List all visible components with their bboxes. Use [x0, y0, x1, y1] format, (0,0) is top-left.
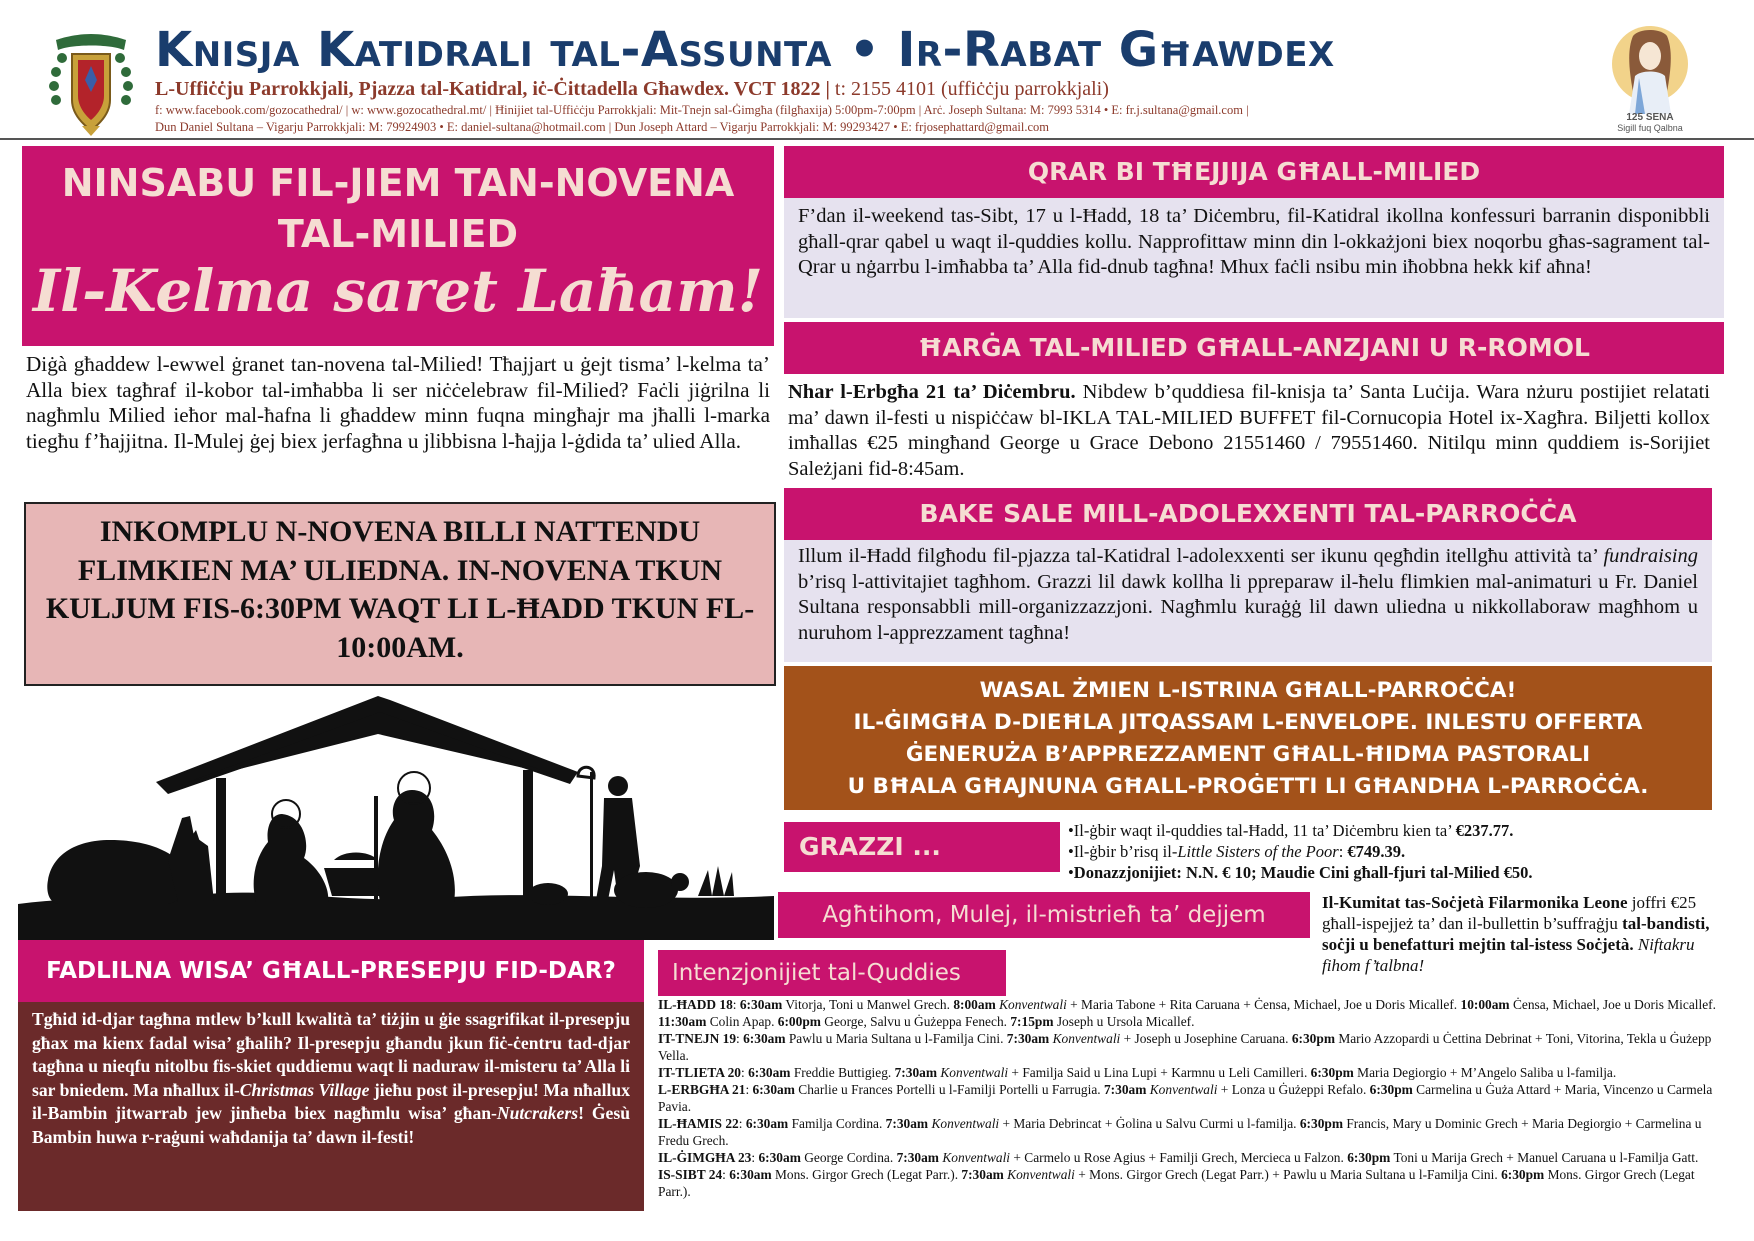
grazzi-item-amount: €749.39.: [1347, 842, 1406, 861]
mass-intention-text: Francis, Mary u Dominic Grech + Maria Degiorgio + Carmelina u Fredu Grech.: [658, 1116, 1702, 1148]
mass-konventwali: Konventwali: [940, 1065, 1009, 1080]
presepju-text-part: ! Ġesù Bambin huwa r-raġuni waħdanija ta’ dawn il-festi!: [32, 1103, 630, 1147]
presepju-heading: FADLILNA WISA’ GĦALL-PRESEPJU FID-DAR?: [18, 940, 644, 1002]
list-item: [1068, 862, 1708, 883]
harga-body: Nibdew b’quddiesa fil-knisja ta’ Santa Luċija. Wara nżuru postijiet relatati ma’ dawn il-festi u nispiċċaw bl-IKLA TAL-MILIED BUFFET fil-Cornucopia Hotel ix-Xagħra. Biljetti kollox imħallas €25 mingħand George u Grace Debono 21551460 / 79551460. Nitilqu minn quddiem is-Sorijiet Sależjani fid-8:45am.: [788, 381, 1710, 480]
mass-konventwali: Konventwali: [999, 997, 1067, 1012]
mass-time: 10:00am: [1460, 997, 1510, 1012]
office-phone: t: 2155 4101 (uffiċċju parrokkjali): [834, 78, 1109, 100]
mass-intention-text: + Mons. Girgor Grech (Legat Parr.) + Pawlu u Maria Sultana u l-Familja Cini.: [1074, 1167, 1502, 1182]
mass-time: 7:30am: [894, 1065, 938, 1080]
mass-konventwali: Konventwali: [1007, 1167, 1075, 1182]
mass-intention-text: + Maria Debrincat + Ġolina u Salvu Curmi u l-familja.: [999, 1116, 1300, 1131]
mass-intention-text: + Familja Said u Lina Lupi + Karmnu u Leli Camilleri.: [1008, 1065, 1311, 1080]
novena-heading: NINSABU FIL-JIEM TAN-NOVENA TAL-MILIED: [61, 161, 735, 256]
bake-sale-text: [798, 544, 1698, 658]
presepju-italic: Christmas Village: [239, 1079, 370, 1100]
mass-intention-text: Ċensa, Michael, Joe u Doris Micallef.: [1509, 997, 1716, 1012]
contact-line-2: Dun Daniel Sultana – Vigarju Parrokkjali: M: 79924903 • E: daniel-sultana@hotmail.com | Dun Joseph Attard – Vigarju Parrokkjali: M: 99293427 • E: frjosephattard@gmail.com: [155, 120, 1049, 134]
mass-day-row: IL-ĦAMIS 22: 6:30am Familja Cordina. 7:30am Konventwali + Maria Debrincat + Ġolina u Salvu Curmi u l-familja. 6:30pm Francis, Mary u Dominic Grech + Maria Degiorgio + Carmelina u Fredu Grech.: [658, 1116, 1702, 1148]
mass-time: 6:30am: [745, 1116, 789, 1131]
kumitat-lead: Il-Kumitat tas-Soċjetà Filarmonika Leone: [1322, 893, 1628, 912]
mass-intention-text: Toni u Marija Grech + Manuel Caruana u l-Familja Gatt.: [1390, 1150, 1699, 1165]
harga-heading: ĦARĠA TAL-MILIED GĦALL-ANZJANI U R-ROMOL: [784, 322, 1724, 374]
cathedral-crest-icon: [42, 30, 140, 138]
mass-time: 8:00am: [953, 997, 996, 1012]
grazzi-heading: GRAZZI ...: [784, 822, 1060, 872]
office-address-text: L-Uffiċċju Parrokkjali, Pjazza tal-Katidral, iċ-Ċittadella Għawdex. VCT 1822 |: [155, 78, 835, 100]
qrar-heading: QRAR BI TĦEJJIJA GĦALL-MILIED: [784, 146, 1724, 198]
mass-time: 6:30am: [748, 1065, 791, 1080]
mass-intention-text: Maria Degiorgio + M’Angelo Saliba u l-familja.: [1353, 1065, 1617, 1080]
mass-konventwali: Konventwali: [1149, 1082, 1218, 1097]
mass-intention-text: Carmelina u Ġuża Attard + Maria, Vincenzo u Carmela Pavia.: [658, 1082, 1713, 1114]
mass-day-row: IL-ĦADD 18: 6:30am Vitorja, Toni u Manwel Grech. 8:00am Konventwali + Maria Tabone + Rita Caruana + Ċensa, Michael, Joe u Doris Micallef. 10:00am Ċensa, Michael, Joe u Doris Micallef. 11:30am Colin Apap. 6:00pm George, Salvu u Ġużeppa Fenech. 7:15pm Joseph u Ursola Micallef.: [658, 997, 1716, 1029]
list-item: [1068, 820, 1708, 841]
mass-intention-text: Mario Azzopardi u Ċettina Debrinat + Toni, Vitorina, Tekla u Ġużepp Vella.: [658, 1031, 1712, 1063]
mass-day-label: IL-ĦADD 18: [658, 997, 733, 1012]
grazzi-item-amount: €237.77.: [1455, 821, 1514, 840]
mass-time: 6:30pm: [1299, 1116, 1343, 1131]
contact-line-1: f: www.facebook.com/gozocathedral/ | w: www.gozocathedral.mt/ | Ħinijiet tal-Uffiċċju Parrokkjali: Mit-Tnejn sal-Ġimgħa (filgħaxija) 5:00pm-7:00pm | Arċ. Joseph Sultana: M: 7993 5314 • E: fr.j.sultana@gmail.com |: [155, 103, 1249, 117]
mass-intention-text: Joseph u Ursola Micallef.: [1053, 1014, 1195, 1029]
aghtihom-heading: Agħtihom, Mulej, il-mistrieħ ta’ dejjem: [778, 892, 1310, 938]
mass-day-label: IT-TNEJN 19: [658, 1031, 737, 1046]
presepju-text: [32, 1008, 630, 1208]
istrina-line: WASAL ŻMIEN L-ISTRINA GĦALL-PARROĊĊA!: [979, 678, 1517, 703]
header-divider: [0, 138, 1754, 140]
bake-sale-italic: fundraising: [1603, 545, 1698, 567]
bake-sale-heading: BAKE SALE MILL-ADOLEXXENTI TAL-PARROĊĊA: [784, 488, 1712, 540]
kumitat-note: [1322, 892, 1710, 992]
qrar-text: F’dan il-weekend tas-Sibt, 17 u l-Ħadd, 18 ta’ Diċembru, fil-Katidral ikollna konfessuri barranin disponibbli għall-qrar qabel u waqt il-quddies kollu. Napprofittaw minn din l-okkażjoni biex noqorbu għas-sagrament tal-Qrar u nġarrbu l-imħabba ta’ Alla fid-dnub tagħna! Mhux faċli nsibu min iħobbna hekk kif aħna!: [798, 205, 1710, 278]
page-title: Knisja Katidrali tal-Assunta • Ir-Rabat Għawdex: [155, 22, 1335, 78]
mass-konventwali: Konventwali: [942, 1150, 1011, 1165]
mass-intention-text: George, Salvu u Ġużeppa Fenech.: [820, 1014, 1011, 1029]
mass-day-label: L-ERBGĦA 21: [658, 1082, 746, 1097]
novena-notice: INKOMPLU N-NOVENA BILLI NATTENDU FLIMKIEN MA’ ULIEDNA. IN-NOVENA TKUN KULJUM FIS-6:30PM WAQT LI L-ĦADD TKUN FL-10:00AM.: [24, 502, 776, 686]
bake-sale-text-part: b’risq l-attivitajiet tagħhom. Grazzi lil dawk kollha li ppreparaw il-ħelu flimkien mal-animaturi u Fr. Daniel Sultana responsabbli mill-organizzazzjoni. Nagħmlu kuraġġ lil dawn uliedna u nikkollaboraw magħhom u nuruhom l-apprezzament tagħna!: [798, 570, 1698, 644]
istrina-line: U BĦALA GĦAJNUNA GĦALL-PROĠETTI LI GĦANDHA L-PARROĊĊA.: [847, 774, 1649, 799]
intenzjonijiet-heading: Intenzjonijiet tal-Quddies: [658, 950, 1006, 996]
mass-time: 6:30am: [743, 1031, 786, 1046]
kumitat-mid: joffri €25 għall-ispejjeż ta’ dan il-bullettin b’suffraġju: [1322, 893, 1697, 933]
bake-sale-text-part: Illum il-Ħadd filgħodu fil-pjazza tal-Katidral l-adolexxenti ser ikunu qegħdin itellgħu attività ta’: [798, 545, 1604, 567]
mass-time: 6:30am: [729, 1167, 772, 1182]
mass-intention-text: Charlie u Frances Portelli u l-Familji Portelli u Farrugia.: [794, 1082, 1104, 1097]
mass-day-row: IS-SIBT 24: 6:30am Mons. Girgor Grech (Legat Parr.). 7:30am Konventwali + Mons. Girgor Grech (Legat Parr.) + Pawlu u Maria Sultana u l-Familja Cini. 6:30pm Mons. Girgor Grech (Legat Parr.).: [658, 1167, 1695, 1199]
istrina-line: ĠENERUŻA B’APPREZZAMENT GĦALL-ĦIDMA PASTORALI: [905, 742, 1591, 767]
mass-time: 7:30am: [1103, 1082, 1147, 1097]
mass-time: 6:30pm: [1369, 1082, 1413, 1097]
mass-konventwali: Konventwali: [1052, 1031, 1121, 1046]
mass-day-label: IL-ĠIMGĦA 23: [658, 1150, 752, 1165]
mass-day-row: IL-ĠIMGĦA 23: 6:30am George Cordina. 7:30am Konventwali + Carmelo u Rose Agius + Familji Grech, Mercieca u Falzon. 6:30pm Toni u Marija Grech + Manuel Caruana u l-Familja Gatt.: [658, 1150, 1699, 1165]
presepju-text-part: Tgħid id-djar tagħna mtlew b’kull kwalità ta’ tiżjin u ġie ssagrifikat il-presepju għax ma kienx fadal wisa’ għalih? Il-presepju għandu jkun fiċ-ċentru tad-djar tagħna u nieqfu nitolbu fis-skiet quddiemu waqt li naduraw il-misteru ta’ Alla li sar bniedem. Ma nħallux il-: [32, 1009, 630, 1100]
kumitat-bold: tal-bandisti, soċji u benefatturi mejtin tal-istess Soċjetà.: [1322, 914, 1710, 954]
grazzi-item-text: Il-ġbir waqt il-quddies tal-Ħadd, 11 ta’ Diċembru kien ta’: [1073, 821, 1456, 840]
mass-time: 6:30am: [752, 1082, 795, 1097]
mass-time: 7:30am: [961, 1167, 1004, 1182]
mass-day-label: IT-TLIETA 20: [658, 1065, 741, 1080]
grazzi-item-donations: Donazzjonijiet: N.N. € 10; Maudie Cini għall-fjuri tal-Milied €50.: [1073, 863, 1533, 882]
novena-text: Diġà għaddew l-ewwel ġranet tan-novena tal-Milied! Tħajjart u ġejt tisma’ l-kelma ta’ Alla biex tagħraf il-kobor tal-imħabba li ser niċċelebraw fil-Milied? Faċli jiġrilna li nagħmlu Milied ieħor mal-ħafna li għaddew minn fuqna mingħajr ma jħalli l-marka tiegħu f’ħajjitna. Il-Mulej ġej biex jerfagħna u jlibbisna l-ħajja l-ġdida ta’ ulied Alla.: [26, 352, 770, 453]
harga-lead: Nhar l-Erbgħa 21 ta’ Diċembru.: [788, 381, 1076, 403]
anniversary-tagline: Sigill fuq Qalbna: [1617, 123, 1683, 133]
mass-time: 7:30am: [1006, 1031, 1050, 1046]
grazzi-item-text: Il-ġbir b’risq il-: [1073, 842, 1178, 861]
grazzi-item-tail: :: [1338, 842, 1348, 861]
kumitat-italic: Niftakru fihom f’talbna!: [1322, 935, 1695, 975]
mass-time: 6:30pm: [1501, 1167, 1545, 1182]
mass-time: 11:30am: [658, 1014, 707, 1029]
mass-intention-text: Mons. Girgor Grech (Legat Parr.).: [658, 1167, 1695, 1199]
mass-time: 6:30am: [739, 997, 783, 1012]
mass-time: 7:30am: [885, 1116, 929, 1131]
mass-intention-text: Pawlu u Maria Sultana u l-Familja Cini.: [785, 1031, 1007, 1046]
mass-time: 6:30am: [758, 1150, 801, 1165]
mass-konventwali: Konventwali: [931, 1116, 1000, 1131]
mass-intentions-list: [658, 996, 1718, 1216]
mass-day-row: L-ERBGĦA 21: 6:30am Charlie u Frances Portelli u l-Familji Portelli u Farrugia. 7:30am Konventwali + Lonza u Ġużeppi Refalo. 6:30pm Carmelina u Ġuża Attard + Maria, Vincenzo u Carmela Pavia.: [658, 1082, 1713, 1114]
office-address: [155, 78, 1585, 104]
mass-day-row: IT-TNEJN 19: 6:30am Pawlu u Maria Sultana u l-Familja Cini. 7:30am Konventwali + Joseph u Josephine Caruana. 6:30pm Mario Azzopardi u Ċettina Debrinat + Toni, Vitorina, Tekla u Ġużepp Vella.: [658, 1031, 1712, 1063]
anniversary-logo-text: [1605, 112, 1695, 136]
nativity-silhouette-icon: [18, 690, 774, 940]
mass-time: 7:30am: [896, 1150, 939, 1165]
novena-script-title: Il-Kelma saret Laħam!: [32, 257, 764, 325]
mass-intention-text: Familja Cordina.: [788, 1116, 886, 1131]
grazzi-list: [1068, 820, 1708, 886]
presepju-text-part: jieħu post il-presepju! Ma nħallux il-Bambin jitwarrab jew jinħeba biex nagħmlu wisa’ għan-: [32, 1079, 630, 1124]
presepju-italic: Nutcrakers: [496, 1103, 579, 1124]
mass-day-label: IS-SIBT 24: [658, 1167, 723, 1182]
anniversary-logo-label: 125 SENA: [1626, 112, 1674, 123]
mass-intention-text: George Cordina.: [800, 1150, 897, 1165]
mass-intention-text: + Lonza u Ġużeppi Refalo.: [1217, 1082, 1370, 1097]
istrina-line: IL-ĠIMGĦA D-DIEĦLA JITQASSAM L-ENVELOPE. INLESTU OFFERTA: [853, 710, 1643, 735]
mass-intention-text: Colin Apap.: [706, 1014, 778, 1029]
mass-time: 6:00pm: [777, 1014, 821, 1029]
mass-intention-text: Freddie Buttigieg.: [790, 1065, 895, 1080]
mass-time: 6:30pm: [1310, 1065, 1354, 1080]
mass-time: 6:30pm: [1347, 1150, 1391, 1165]
mass-intention-text: + Carmelo u Rose Agius + Familji Grech, Mercieca u Falzon.: [1010, 1150, 1348, 1165]
mass-day-row: IT-TLIETA 20: 6:30am Freddie Buttigieg. 7:30am Konventwali + Familja Said u Lina Lupi + Karmnu u Leli Camilleri. 6:30pm Maria Degiorgio + M’Angelo Saliba u l-familja.: [658, 1065, 1617, 1080]
mass-intention-text: Vitorja, Toni u Manwel Grech.: [782, 997, 954, 1012]
mass-time: 7:15pm: [1010, 1014, 1054, 1029]
harga-text: [788, 380, 1710, 490]
istrina-notice: [784, 666, 1712, 810]
mass-intention-text: Mons. Girgor Grech (Legat Parr.).: [771, 1167, 962, 1182]
mass-day-label: IL-ĦAMIS 22: [658, 1116, 739, 1131]
mass-intention-text: + Maria Tabone + Rita Caruana + Ċensa, Michael, Joe u Doris Micallef.: [1066, 997, 1461, 1012]
list-item: [1068, 841, 1708, 862]
grazzi-item-italic: Little Sisters of the Poor: [1177, 842, 1339, 861]
mass-time: 6:30pm: [1291, 1031, 1335, 1046]
mass-intention-text: + Joseph u Josephine Caruana.: [1120, 1031, 1292, 1046]
